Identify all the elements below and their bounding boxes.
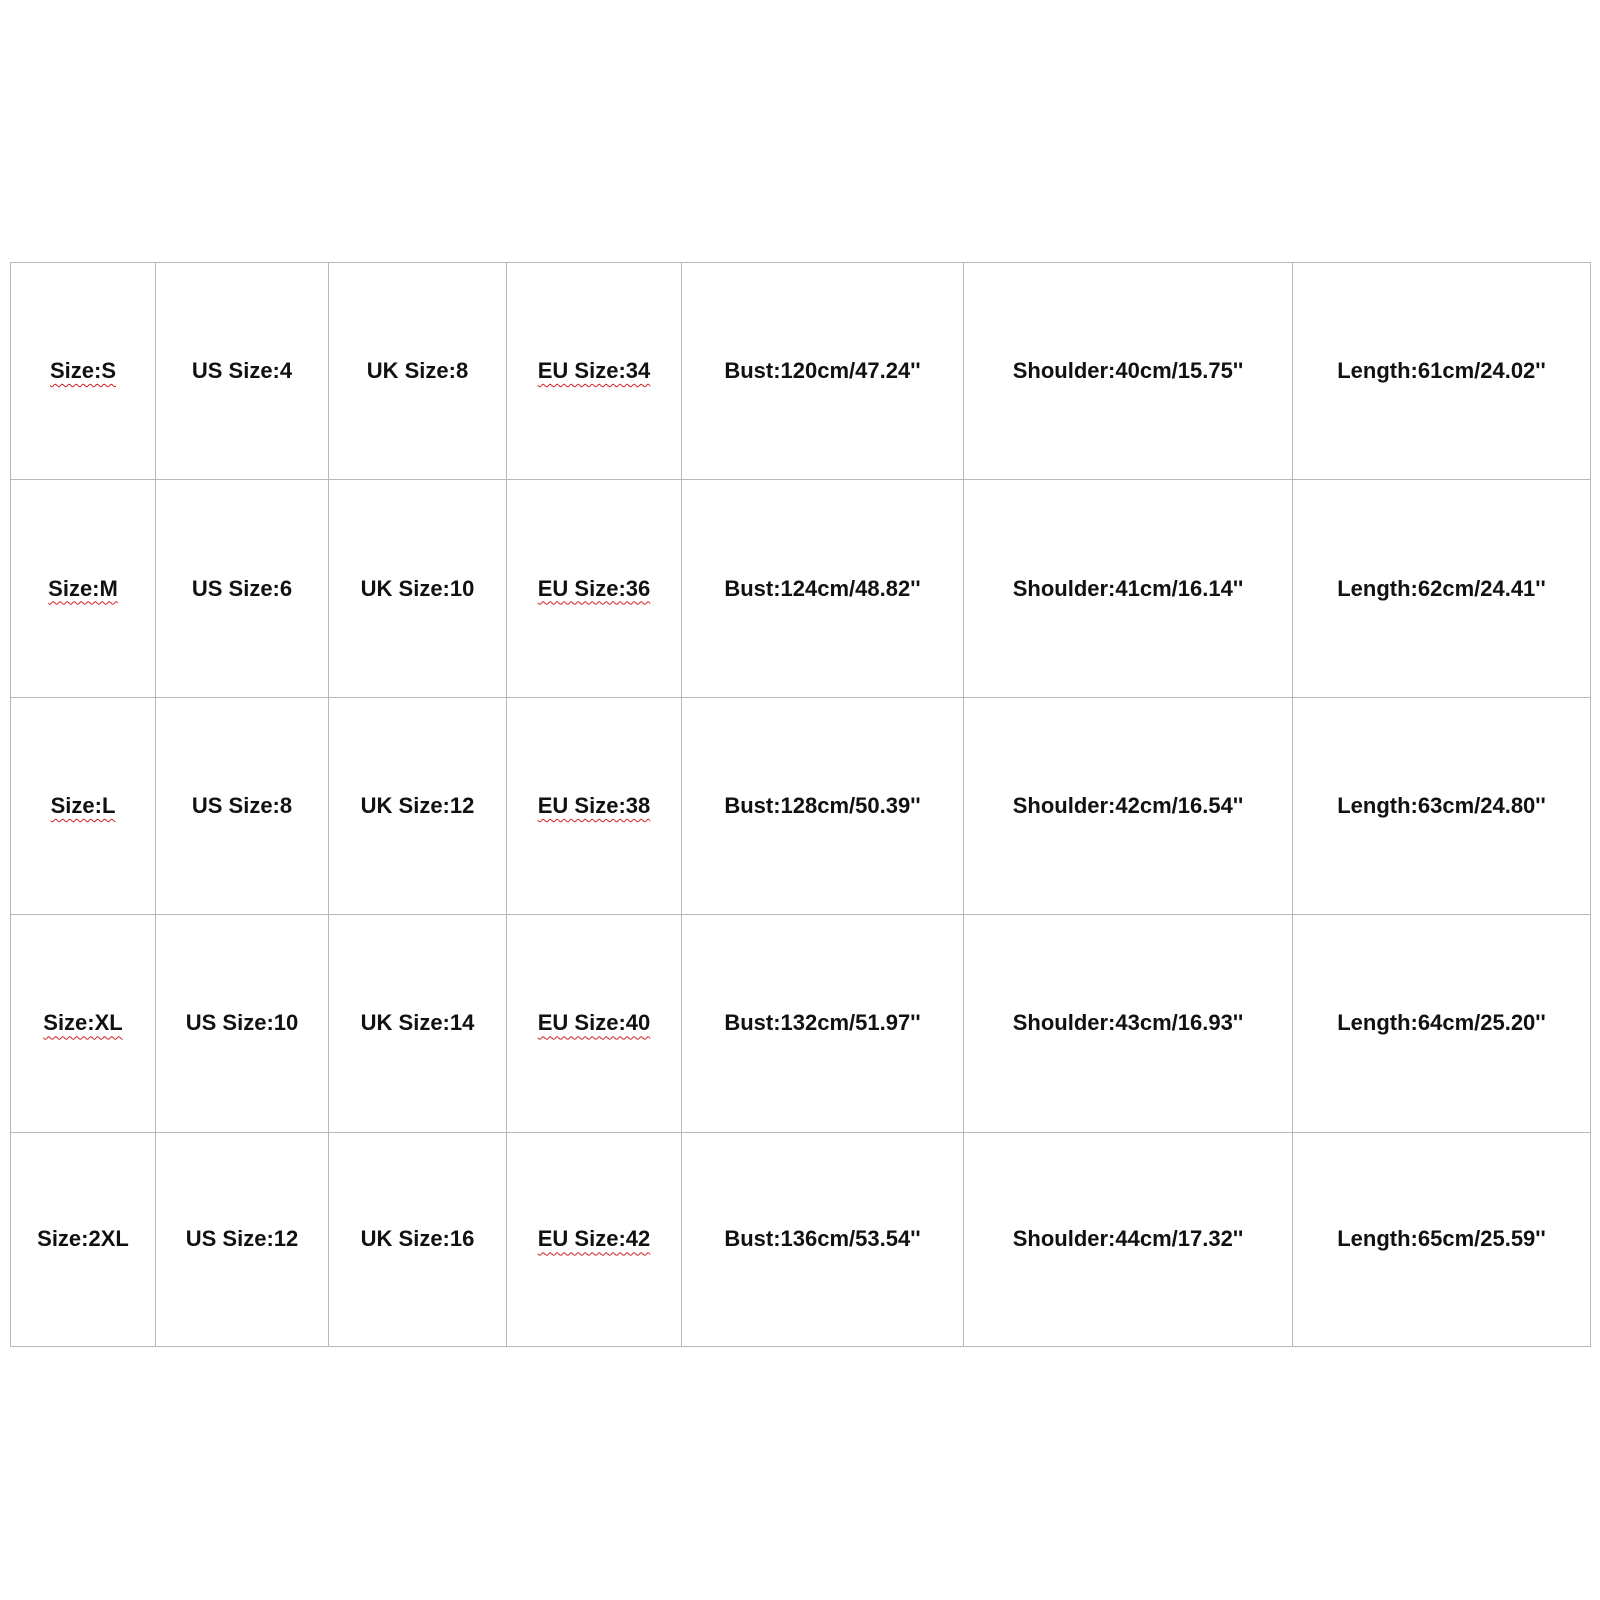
table-row: [11, 263, 1591, 480]
size-label: Size:S: [49, 358, 117, 384]
size-cell: [11, 697, 156, 914]
bust-cell: Bust:124cm/48.82'': [682, 480, 964, 697]
eu-size-cell: [507, 915, 682, 1132]
us-size-cell: US Size:12: [156, 1132, 329, 1346]
uk-size-cell: UK Size:8: [329, 263, 507, 480]
bust-cell: Bust:136cm/53.54'': [682, 1132, 964, 1346]
length-cell: Length:65cm/25.59'': [1293, 1132, 1591, 1346]
eu-label: EU Size:42: [537, 1226, 651, 1252]
us-size-cell: US Size:6: [156, 480, 329, 697]
uk-size-cell: UK Size:14: [329, 915, 507, 1132]
eu-size-cell: [507, 1132, 682, 1346]
table-row: [11, 1132, 1591, 1346]
size-label: Size:XL: [43, 1010, 123, 1036]
us-size-cell: US Size:4: [156, 263, 329, 480]
shoulder-cell: Shoulder:41cm/16.14'': [964, 480, 1293, 697]
uk-size-cell: UK Size:12: [329, 697, 507, 914]
eu-label: EU Size:38: [537, 792, 651, 818]
size-cell: Size:2XL: [11, 1132, 156, 1346]
bust-cell: Bust:128cm/50.39'': [682, 697, 964, 914]
bust-cell: Bust:132cm/51.97'': [682, 915, 964, 1132]
length-cell: Length:61cm/24.02'': [1293, 263, 1591, 480]
length-cell: Length:64cm/25.20'': [1293, 915, 1591, 1132]
uk-size-cell: UK Size:10: [329, 480, 507, 697]
eu-label: EU Size:34: [537, 358, 651, 384]
eu-size-cell: [507, 480, 682, 697]
length-cell: Length:63cm/24.80'': [1293, 697, 1591, 914]
length-cell: Length:62cm/24.41'': [1293, 480, 1591, 697]
size-cell: [11, 263, 156, 480]
table-row: [11, 697, 1591, 914]
us-size-cell: US Size:8: [156, 697, 329, 914]
uk-size-cell: UK Size:16: [329, 1132, 507, 1346]
shoulder-cell: Shoulder:42cm/16.54'': [964, 697, 1293, 914]
us-size-cell: US Size:10: [156, 915, 329, 1132]
shoulder-cell: Shoulder:43cm/16.93'': [964, 915, 1293, 1132]
eu-size-cell: [507, 697, 682, 914]
size-cell: [11, 915, 156, 1132]
shoulder-cell: Shoulder:44cm/17.32'': [964, 1132, 1293, 1346]
eu-size-cell: [507, 263, 682, 480]
shoulder-cell: Shoulder:40cm/15.75'': [964, 263, 1293, 480]
table-row: [11, 915, 1591, 1132]
size-chart-table: [10, 262, 1591, 1347]
table-row: [11, 480, 1591, 697]
bust-cell: Bust:120cm/47.24'': [682, 263, 964, 480]
size-cell: [11, 480, 156, 697]
eu-label: EU Size:36: [537, 575, 651, 601]
eu-label: EU Size:40: [537, 1010, 651, 1036]
size-label: Size:L: [50, 792, 116, 818]
size-label: Size:M: [48, 575, 118, 601]
